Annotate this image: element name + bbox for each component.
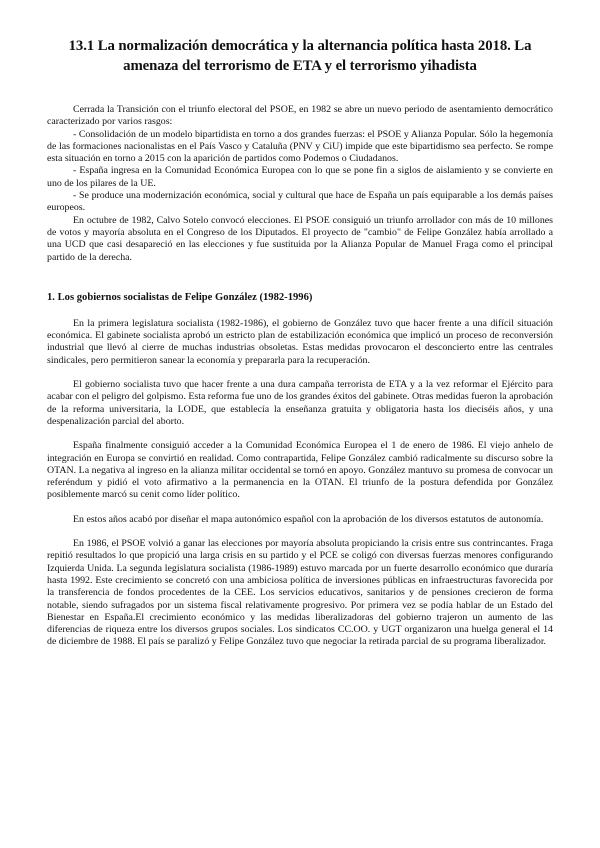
bullet-bipartidismo: - Consolidación de un modelo bipartidista en torno a dos grandes fuerzas: el PSOE y Alianza Popular. Sólo la hegemonía de las formaciones nacionalistas en el País Vasco y Cataluña (PNV y CiU) impide que este bipartidismo sea perfecto. Se rompe esta situación en torno a 2015 con la aparición de partidos como Podemos o Ciudadanos.	[47, 128, 553, 165]
paragraph-eta-army: El gobierno socialista tuvo que hacer frente a una dura campaña terrorista de ETA y a la vez reformar el Ejército para acabar con el peligro del golpismo. Esta reforma fue uno de los grandes éxitos del gabinete. Otras medidas fueron la aprobación de la reforma universitaria, la LODE, que establecía la enseñanza gratuita y obligatoria hasta los dieciséis años, y una despenalización parcial del aborto.	[47, 379, 553, 427]
paragraph-cee-otan: España finalmente consiguió acceder a la Comunidad Económica Europea el 1 de enero de 1986. El viejo anhelo de integración en Europa se convirtió en realidad. Como contrapartida, Felipe González cambió radicalmente su discurso sobre la OTAN. La negativa al ingreso en la alianza militar occidental se tornó en apoyo. González mantuvo su promesa de convocar un referéndum y pidió el voto afirmativo a la permanencia en la OTAN. El triunfo de la postura defendida por González posiblemente marcó su cenit como líder político.	[47, 440, 553, 501]
intro-paragraph: Cerrada la Transición con el triunfo electoral del PSOE, en 1982 se abre un nuevo periodo de asentamiento democrático caracterizado por varios rasgos:	[47, 104, 553, 128]
bullet-modernizacion: - Se produce una modernización económica, social y cultural que hace de España un país equiparable a los demás países europeos.	[47, 190, 553, 214]
page-title: 13.1 La normalización democrática y la alternancia política hasta 2018. La amenaza del terrorismo de ETA y el terrorismo yihadista	[68, 38, 532, 74]
bullet-cee: - España ingresa en la Comunidad Económica Europea con lo que se pone fin a siglos de aislamiento y se convierte en uno de los pilares de la UE.	[47, 165, 553, 189]
elections-1982-paragraph: En octubre de 1982, Calvo Sotelo convocó elecciones. El PSOE consiguió un triunfo arrollador con más de 10 millones de votos y mayoría absoluta en el Congreso de los Diputados. El proyecto de "cambio" de Felipe González había arrollado a una UCD que casi desapareció en las elecciones y fue sustituida por la Alianza Popular de Manuel Fraga como el principal partido de la derecha.	[47, 214, 553, 263]
paragraph-autonomias: En estos años acabó por diseñar el mapa autonómico español con la aprobación de los diversos estatutos de autonomía.	[73, 513, 544, 525]
paragraph-first-legislature: En la primera legislatura socialista (1982-1986), el gobierno de González tuvo que hacer frente a una difícil situación económica. El gabinete socialista aprobó un estricto plan de estabilización económica que implicó un proceso de reconversión industrial que llevó al cierre de muchas industrias obsoletas. Estas medidas provocaron el desconcierto entre las centrales sindicales, pero permitieron sanear la economía y prepararla para la recuperación.	[47, 317, 553, 366]
paragraph-second-legislature: En 1986, el PSOE volvió a ganar las elecciones por mayoría absoluta propiciando la crisis entre sus contrincantes. Fraga repitió resultados lo que propició una larga crisis en su partido y el PCE se coligó con diversas fuerzas menores configurando Izquierda Unida. La segunda legislatura socialista (1986-1989) estuvo marcada por un fuerte desarrollo económico que duraría hasta 1992. Este crecimiento se concretó con una ambiciosa política de inversiones públicas en infraestructuras favorecida por la transferencia de fondos procedentes de la CEE. Los servicios educativos, sanitarios y de pensiones crecieron de forma notable, siendo sufragados por un sistema fiscal relativamente progresivo. Por primera vez se podía hablar de un Estado del Bienestar en España.El crecimiento económico y las medidas liberalizadoras del gobierno trajeron un aumento de las diferencias de riqueza entre los diversos grupos sociales. Los sindicatos CC.OO. y UGT organizaron una huelga general el 14 de diciembre de 1988. El país se paralizó y Felipe González tuvo que negociar la retirada parcial de su programa liberalizador.	[47, 538, 553, 648]
section-heading: 1. Los gobiernos socialistas de Felipe González (1982-1996)	[47, 291, 313, 303]
